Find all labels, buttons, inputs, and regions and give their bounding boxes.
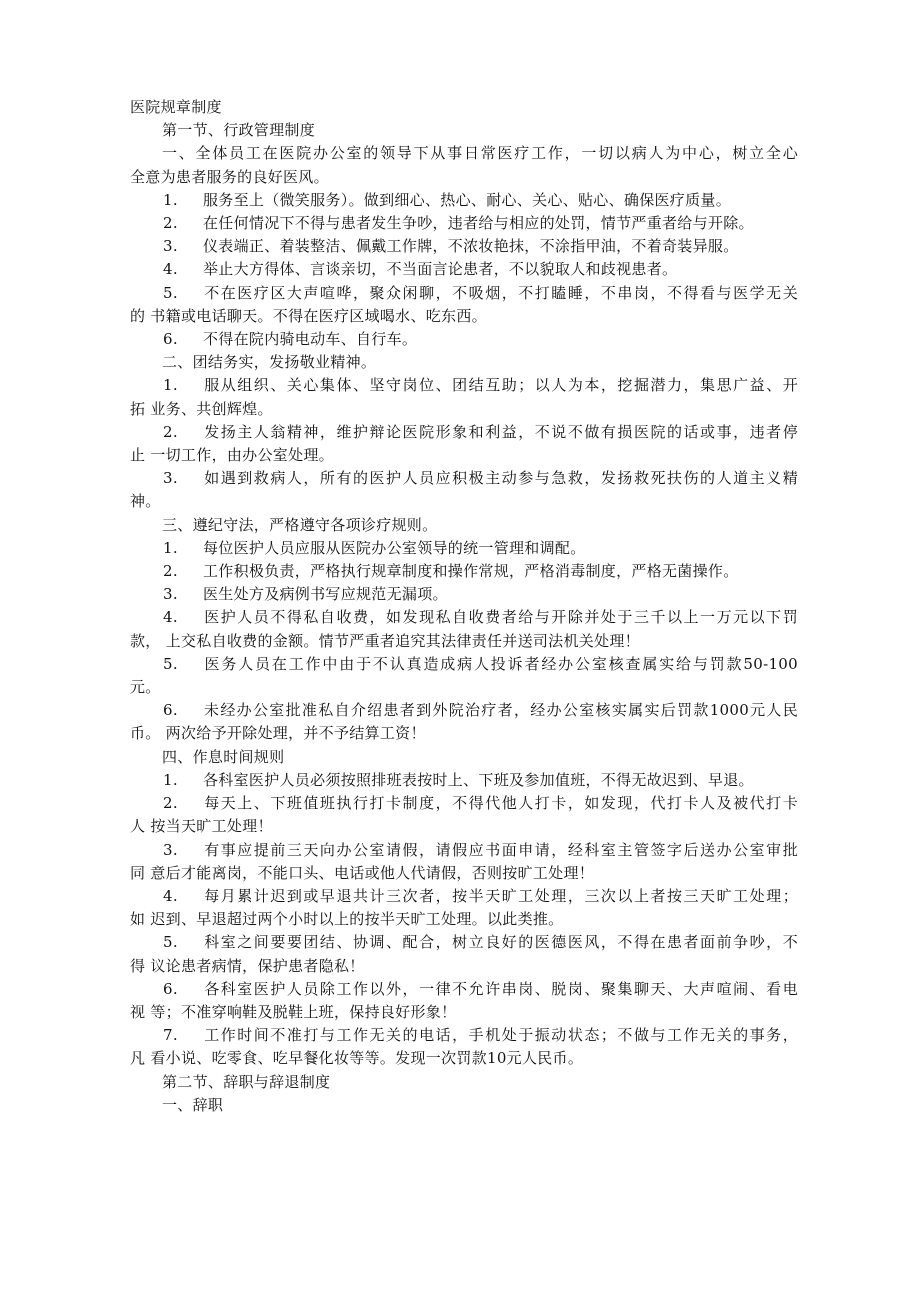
list-item-continuation: 如 迟到、早退超过两个小时以上的按半天旷工处理。以此类推。 (130, 910, 564, 929)
part-2-heading: 二、团结务实，发扬敬业精神。 (162, 353, 377, 372)
list-item-continuation: 拓 业务、共创辉煌。 (130, 399, 273, 418)
list-item: 6. 各科室医护人员除工作以外，一律不允许串岗、脱岗、聚集聊天、大声喧闹、看电 (163, 979, 798, 998)
list-item: 5. 不在医疗区大声喧哗，聚众闲聊，不吸烟，不打瞌睡，不串岗，不得看与医学无关 (163, 283, 798, 302)
list-item: 3. 有事应提前三天向办公室请假，请假应书面申请，经科室主管签字后送办公室审批 (163, 840, 798, 859)
list-item: 1. 服从组织、关心集体、坚守岗位、团结互助；以人为本，挖掘潜力，集思广益、开 (163, 376, 798, 395)
list-item-continuation: 款， 上交私自收费的金额。情节严重者追究其法律责任并送司法机关处理！ (130, 631, 640, 650)
list-item: 4. 举止大方得体、言谈亲切，不当面言论患者，不以貌取人和歧视患者。 (163, 260, 678, 279)
list-item: 5. 医务人员在工作中由于不认真造成病人投诉者经办公室核查属实给与罚款50-100 (163, 654, 798, 673)
section-2-heading: 第二节、辞职与辞退制度 (162, 1072, 331, 1091)
list-item: 2. 在任何情况下不得与患者发生争吵，违者给与相应的处罚，情节严重者给与开除。 (163, 214, 754, 233)
list-item: 4. 每月累计迟到或早退共计三次者，按半天旷工处理，三次以上者按三天旷工处理； (163, 886, 798, 905)
part-1-intro-line2: 全意为患者服务的良好医风。 (130, 167, 329, 186)
list-item-continuation: 凡 看小说、吃零食、吃早餐化妆等等。发现一次罚款10元人民币。 (130, 1049, 584, 1068)
part-3-heading: 三、遵纪守法，严格遵守各项诊疗规则。 (162, 515, 438, 534)
part-4-heading: 四、作息时间规则 (162, 747, 285, 766)
list-item-continuation: 神。 (130, 492, 161, 511)
list-item: 2. 每天上、下班值班执行打卡制度，不得代他人打卡，如发现，代打卡人及被代打卡 (163, 794, 798, 813)
list-item: 1. 服务至上（微笑服务）。做到细心、热心、耐心、关心、贴心、确保医疗质量。 (163, 190, 732, 209)
list-item: 2. 发扬主人翁精神，维护辩论医院形象和利益，不说不做有损医院的话或事，违者停 (163, 422, 798, 441)
list-item-continuation: 元。 (130, 678, 161, 697)
list-item: 3. 医生处方及病例书写应规范无漏项。 (163, 585, 448, 604)
list-item: 1. 每位医护人员应服从医院办公室领导的统一管理和调配。 (163, 538, 586, 557)
part-1-intro-line1: 一、全体员工在医院办公室的领导下从事日常医疗工作，一切以病人为中心，树立全心 (162, 144, 798, 163)
list-item-continuation: 视 等；不准穿响鞋及脱鞋上班，保持良好形象！ (130, 1002, 457, 1021)
list-item: 5. 科室之间要要团结、协调、配合，树立良好的医德医风，不得在患者面前争吵，不 (163, 933, 798, 952)
list-item-continuation: 止 一切工作，由办公室处理。 (130, 446, 334, 465)
list-item: 6. 不得在院内骑电动车、自行车。 (163, 330, 418, 349)
list-item: 3. 仪表端正、着装整洁、佩戴工作牌，不浓妆艳抹，不涂指甲油，不着奇装异服。 (163, 237, 739, 256)
list-item: 4. 医护人员不得私自收费，如发现私自收费者给与开除并处于三千以上一万元以下罚 (163, 608, 798, 627)
list-item-continuation: 同 意后才能离岗，不能口头、电话或他人代请假，否则按旷工处理！ (130, 863, 595, 882)
section-1-heading: 第一节、行政管理制度 (162, 121, 316, 140)
list-item-continuation: 人 按当天旷工处理！ (130, 817, 273, 836)
list-item-continuation: 的 书籍或电话聊天。不得在医疗区域喝水、吃东西。 (130, 306, 487, 325)
list-item: 1. 各科室医护人员必须按照排班表按时上、下班及参加值班，不得无故迟到、早退。 (163, 770, 754, 789)
list-item-continuation: 币。 两次给予开除处理，并不予结算工资！ (130, 724, 426, 743)
list-item: 3. 如遇到救病人，所有的医护人员应积极主动参与急救，发扬救死扶伤的人道主义精 (163, 469, 798, 488)
list-item: 2. 工作积极负责，严格执行规章制度和操作常规，严格消毒制度，严格无菌操作。 (163, 562, 739, 581)
list-item: 6. 未经办公室批准私自介绍患者到外院治疗者，经办公室核实属实后罚款1000元人民 (163, 701, 798, 720)
section-2-sub-heading: 一、辞职 (162, 1095, 224, 1114)
document-page (130, 96, 798, 1117)
document-title: 医院规章制度 (130, 98, 222, 116)
list-item-continuation: 得 议论患者病情，保护患者隐私！ (130, 956, 365, 975)
list-item: 7. 工作时间不准打与工作无关的电话，手机处于振动状态；不做与工作无关的事务， (163, 1026, 798, 1045)
